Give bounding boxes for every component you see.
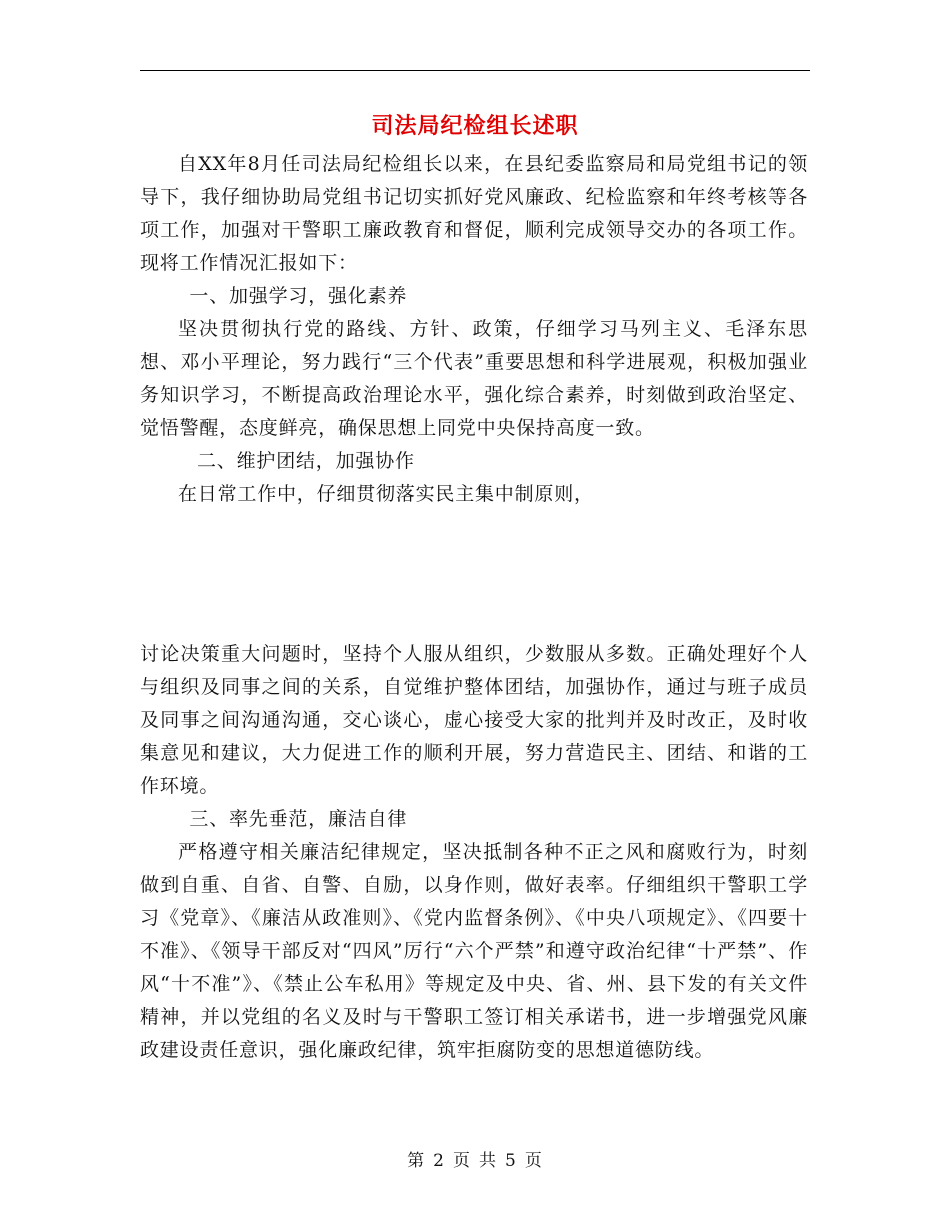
page-body-upper (140, 148, 808, 511)
footer-total-pages: 5 (505, 1151, 517, 1171)
section-2-paragraph-continued: 讨论决策重大问题时，坚持个人服从组织，少数服从多数。正确处理好个人与组织及同事之间的关系，自觉维护整体团结，加强协作，通过与班子成员及同事之间沟通沟通，交心谈心，虚心接受大家的批判并及时改正，及时收集意见和建议，大力促进工作的顺利开展，努力营造民主、团结、和谐的工作环境。 (140, 643, 808, 797)
section-1-paragraph: 坚决贯彻执行党的路线、方针、政策，仔细学习马列主义、毛泽东思想、邓小平理论，努力践行“三个代表”重要思想和科学进展观，积极加强业务知识学习，不断提高政治理论水平，强化综合素养，时刻做到政治坚定、觉悟警醒，态度鲜亮，确保思想上同党中央保持高度一致。 (140, 318, 808, 439)
footer-page-word: 页 (453, 1151, 471, 1171)
section-heading-1: 一、加强学习，强化素养 (189, 285, 408, 307)
footer-suffix: 页 (524, 1151, 543, 1171)
footer-total-prefix: 共 (479, 1151, 497, 1171)
section-3-paragraph: 严格遵守相关廉洁纪律规定，坚决抵制各种不正之风和腐败行为，时刻做到自重、自省、自警、自励，以身作则，做好表率。仔细组织干警职工学习《党章》、《廉洁从政准则》、《党内监督条例》、《中央八项规定》、《四要十不准》、《领导干部反对“四风”厉行“六个严禁”和遵守政治纪律“十严禁”、作风“十不准”》、《禁止公车私用》等规定及中央、省、州、县下发的有关文件精神，并以党组的名义及时与干警职工签订相关承诺书，进一步增强党风廉政建设责任意识，强化廉政纪律，筑牢拒腐防变的思想道德防线。 (140, 841, 808, 1061)
document-title: 司法局纪检组长述职 (371, 113, 579, 139)
page-footer (140, 1146, 810, 1171)
intro-paragraph: 自XX年8月任司法局纪检组长以来，在县纪委监察局和局党组书记的领导下，我仔细协助局党组书记切实抓好党风廉政、纪检监察和年终考核等各项工作，加强对干警职工廉政教育和督促，顺利完成领导交办的各项工作。现将工作情况汇报如下： (140, 153, 808, 274)
section-2-paragraph-start: 在日常工作中，仔细贯彻落实民主集中制原则， (178, 483, 594, 505)
section-heading-2: 二、维护团结，加强协作 (197, 450, 415, 472)
header-rule (140, 70, 810, 71)
footer-prefix: 第 (407, 1151, 426, 1171)
page-body-lower (140, 638, 808, 1067)
footer-current-page: 2 (433, 1151, 445, 1171)
section-heading-3: 三、率先垂范，廉洁自律 (189, 808, 408, 830)
